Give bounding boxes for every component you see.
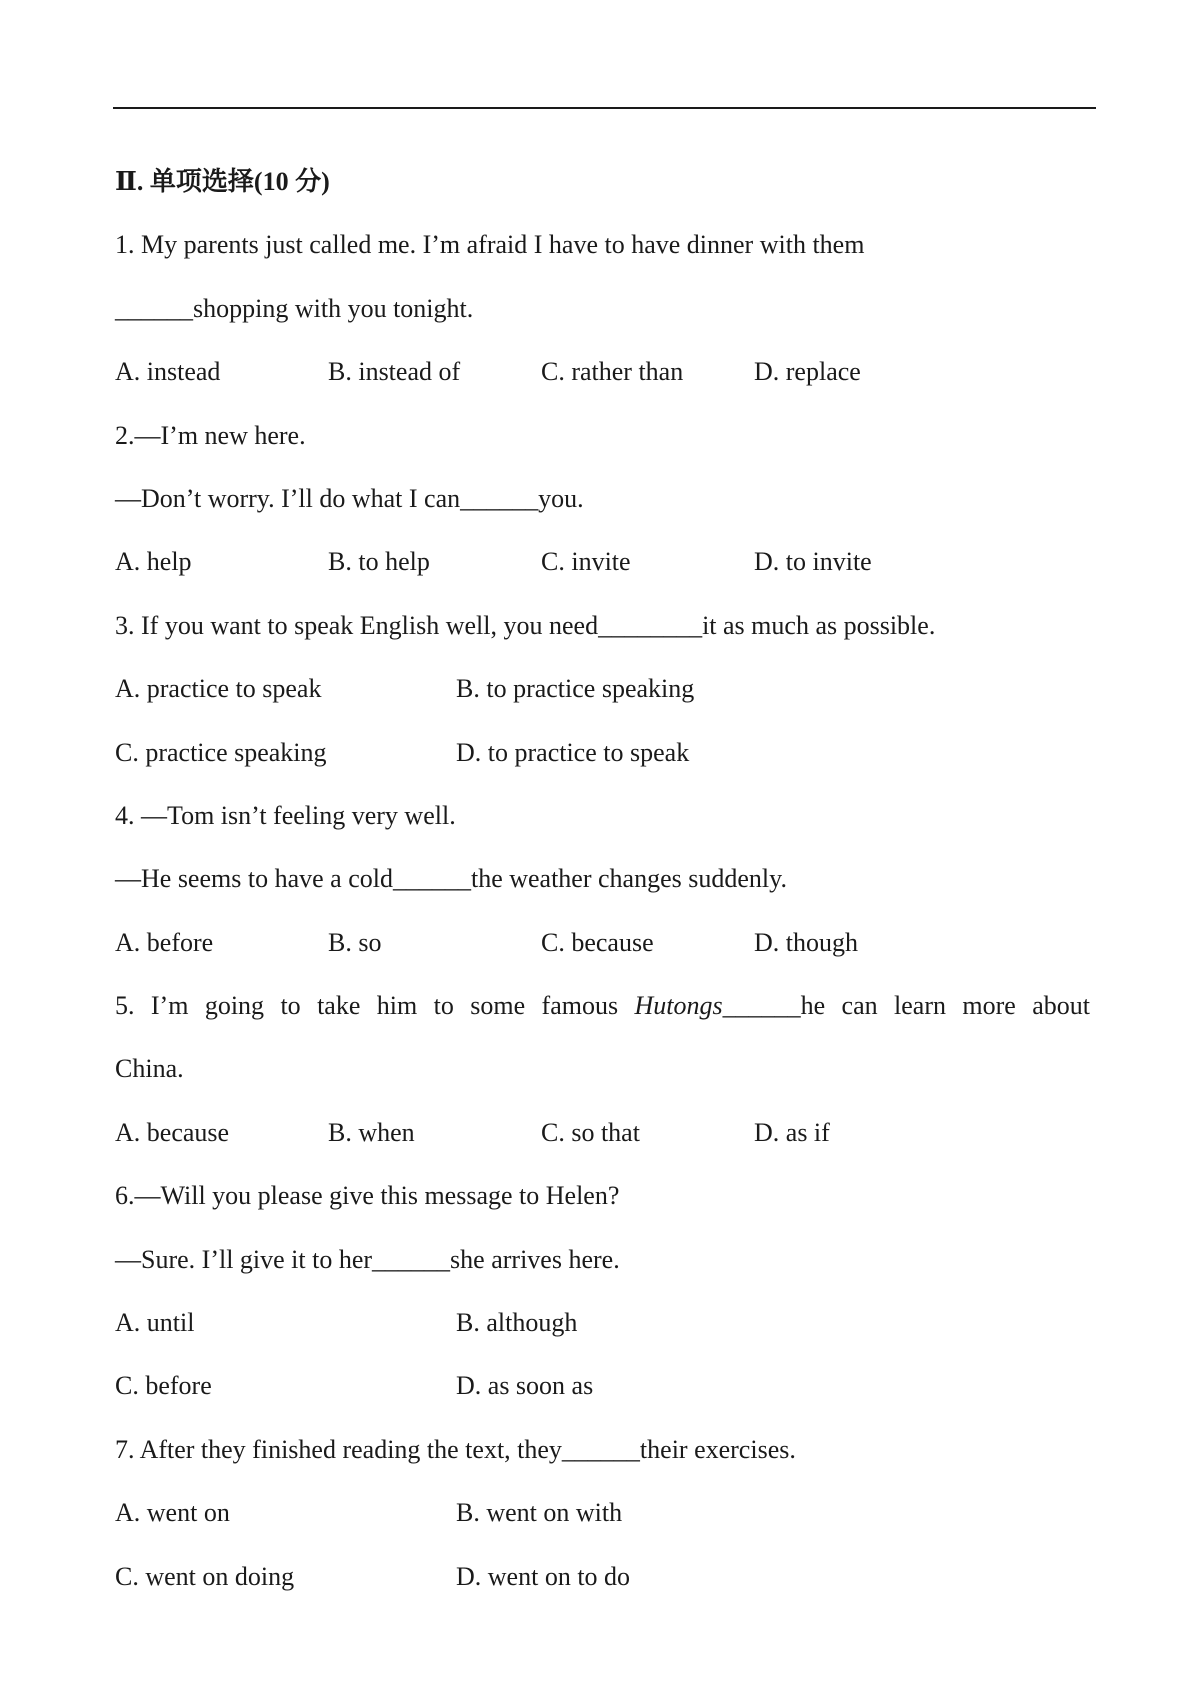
question-1-stem-line-1: 1. My parents just called me. I’m afraid I have to have dinner with them	[115, 230, 865, 260]
section-title: Ⅱ. 单项选择(10 分)	[115, 167, 330, 196]
option-a: A. practice to speak	[115, 674, 322, 704]
question-4-options	[115, 911, 1090, 974]
option-a: A. because	[115, 1117, 230, 1147]
option-c: C. because	[541, 927, 654, 957]
question-5-word: Hutongs______he	[634, 991, 826, 1021]
question-5-word: famous	[541, 991, 619, 1021]
question-7-options-row-1	[115, 1481, 1090, 1544]
option-d: D. though	[754, 927, 858, 957]
option-b: B. went on with	[456, 1498, 623, 1528]
question-7-stem-line-1: 7. After they finished reading the text, they______their exercises.	[115, 1434, 796, 1464]
header-rule	[113, 107, 1096, 109]
question-5-options	[115, 1101, 1090, 1164]
option-d: D. as if	[754, 1117, 830, 1147]
exam-content	[115, 150, 1090, 1608]
question-3-options-row-2	[115, 721, 1090, 784]
question-5-word: to	[433, 991, 454, 1021]
question-2-stem-line-1: 2.—I’m new here.	[115, 420, 306, 450]
question-5-word: to	[280, 991, 301, 1021]
option-c: C. rather than	[541, 357, 684, 387]
option-a: A. before	[115, 927, 214, 957]
question-2-stem-line-2: —Don’t worry. I’ll do what I can______you.	[115, 483, 584, 513]
option-a: A. instead	[115, 357, 221, 387]
question-2-options	[115, 530, 1090, 593]
question-5-word: can	[841, 991, 878, 1021]
question-3-options-row-1	[115, 657, 1090, 720]
question-5-word: learn	[894, 991, 946, 1021]
question-5-word: some	[470, 991, 526, 1021]
option-b: B. although	[456, 1308, 578, 1338]
question-5-word: him	[376, 991, 418, 1021]
option-b: B. when	[328, 1117, 415, 1147]
question-5-stem-line-1	[115, 974, 1090, 1037]
question-5-word: about	[1032, 991, 1090, 1021]
question-5-word: take	[317, 991, 361, 1021]
option-a: A. went on	[115, 1498, 230, 1528]
question-5-stem-line-2: China.	[115, 1054, 184, 1084]
option-d: D. to practice to speak	[456, 737, 690, 767]
option-b: B. so	[328, 927, 382, 957]
option-d: D. as soon as	[456, 1371, 594, 1401]
option-b: B. to help	[328, 547, 430, 577]
option-a: A. help	[115, 547, 192, 577]
option-c: C. so that	[541, 1117, 640, 1147]
question-5-word: 5.	[115, 991, 135, 1021]
question-6-stem-line-1: 6.—Will you please give this message to Helen?	[115, 1181, 620, 1211]
question-6-stem-line-2: —Sure. I’ll give it to her______she arrives here.	[115, 1244, 620, 1274]
question-4-stem-line-2: —He seems to have a cold______the weather changes suddenly.	[115, 864, 787, 894]
option-d: D. replace	[754, 357, 861, 387]
question-6-options-row-2	[115, 1354, 1090, 1417]
question-1-options	[115, 340, 1090, 403]
option-d: D. to invite	[754, 547, 872, 577]
option-a: A. until	[115, 1308, 195, 1338]
option-c: C. before	[115, 1371, 212, 1401]
question-1-stem-line-2: ______shopping with you tonight.	[115, 293, 474, 323]
question-7-options-row-2	[115, 1545, 1090, 1608]
question-6-options-row-1	[115, 1291, 1090, 1354]
option-b: B. to practice speaking	[456, 674, 695, 704]
question-4-stem-line-1: 4. —Tom isn’t feeling very well.	[115, 800, 456, 830]
question-5-word: going	[204, 991, 265, 1021]
option-c: C. invite	[541, 547, 631, 577]
question-5-word: I’m	[150, 991, 189, 1021]
option-c: C. practice speaking	[115, 737, 327, 767]
option-c: C. went on doing	[115, 1561, 295, 1591]
option-d: D. went on to do	[456, 1561, 631, 1591]
question-3-stem-line-1: 3. If you want to speak English well, you need________it as much as possible.	[115, 610, 936, 640]
option-b: B. instead of	[328, 357, 461, 387]
question-5-word: more	[962, 991, 1016, 1021]
